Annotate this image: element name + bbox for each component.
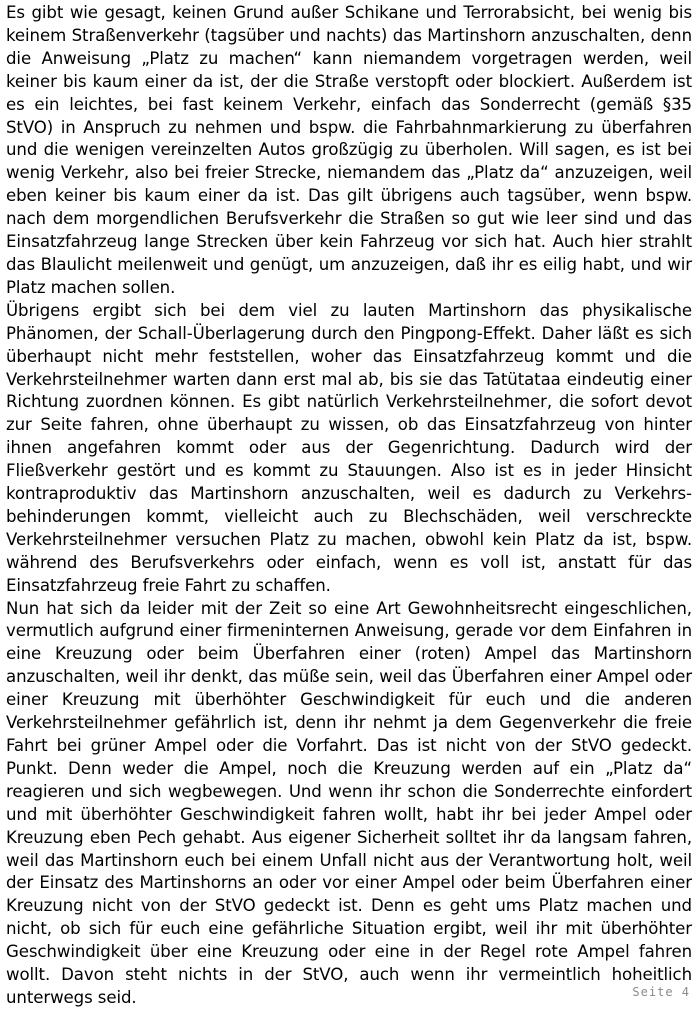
paragraph-1: Es gibt wie gesagt, keinen Grund außer Schikane und Terrorabsicht, bei wenig bis keinem Straßenverkehr (tagsüber und nachts) das Martinshorn anzuschalten, denn die Anweisung „Platz zu machen“ kann niemandem vorgetragen werden, weil keiner bis kaum einer da ist, der die Straße verstopft oder blockiert. Außerdem ist es ein leichtes, bei fast keinem Verkehr, einfach das Sonderrecht (gemäß §35 StVO) in Anspruch zu nehmen und bspw. die Fahrbahnmarkierung zu überfahren und die wenigen vereinzelten Autos großzügig zu überholen. Will sagen, es ist bei wenig Verkehr, also bei freier Strecke, niemandem das „Platz da“ anzuzeigen, weil eben keiner bis kaum einer da ist. Das gilt übrigens auch tagsüber, wenn bspw. nach dem morgendlichen Berufsverkehr die Straßen so gut wie leer sind und das Einsatzfahrzeug lange Strecken über kein Fahrzeug vor sich hat. Auch hier strahlt das Blaulicht meilenweit und genügt, um anzuzeigen, daß ihr es eilig habt, und wir Platz machen sollen.: [6, 3, 692, 297]
paragraph-3: Nun hat sich da leider mit der Zeit so eine Art Gewohnheitsrecht eingeschlichen, vermutlich aufgrund einer firmeninternen Anweisung, gerade vor dem Einfahren in eine Kreuzung oder beim Überfahren einer (roten) Ampel das Martinshorn anzuschalten, weil ihr denkt, das müße sein, weil das Überfahren einer Ampel oder einer Kreuzung mit überhöhter Geschwindigkeit für euch und die anderen Verkehrsteilnehmer gefährlich ist, denn ihr nehmt ja dem Gegenverkehr die freie Fahrt bei grüner Ampel oder die Vorfahrt. Das ist nicht von der StVO gedeckt. Punkt. Denn weder die Ampel, noch die Kreuzung werden auf ein „Platz da“ reagieren und sich wegbewegen. Und wenn ihr schon die Sonderrechte einfordert und mit überhöhter Geschwindigkeit fahren wollt, habt ihr bei jeder Ampel oder Kreuzung eben Pech gehabt. Aus eigener Sicherheit solltet ihr da langsam fahren, weil das Martinshorn euch bei einem Unfall nicht aus der Verantwortung holt, weil der Einsatz des Martinshorns an oder vor einer Ampel oder beim Überfahren einer Kreuzung nicht von der StVO gedeckt ist. Denn es geht ums Platz machen und nicht, ob sich für euch eine gefährliche Situation ergibt, weil ihr mit überhöhter Geschwindigkeit über eine Kreuzung oder eine in der Regel rote Ampel fahren wollt. Davon steht nichts in der StVO, auch wenn ihr vermeintlich hoheitlich unterwegs seid.: [6, 598, 692, 1007]
paragraph-2: Übrigens ergibt sich bei dem viel zu lauten Martinshorn das physikalische Phänomen, der Schall-Überlagerung durch den Pingpong-Effekt. Daher läßt es sich überhaupt nicht mehr feststellen, woher das Einsatzfahrzeug kommt und die Verkehrsteilnehmer warten dann erst mal ab, bis sie das Tatütataa eindeutig einer Richtung zuordnen können. Es gibt natürlich Verkehrsteilnehmer, die sofort devot zur Seite fahren, ohne überhaupt zu wissen, ob das Einsatzfahrzeug von hinter ihnen angefahren kommt oder aus der Gegenrichtung. Dadurch wird der Fließverkehr gestört und es kommt zu Stauungen. Also ist es in jeder Hinsicht kontraproduktiv das Martinshorn anzuschalten, weil es dadurch zu Verkehrsbehinderungen kommt, vielleicht auch zu Blechschäden, weil verschreckte Verkehrsteilnehmer versuchen Platz zu machen, obwohl kein Platz da ist, bspw. während des Berufsverkehrs oder einfach, wenn es voll ist, anstatt für das Einsatzfahrzeug freie Fahrt zu schaffen.: [6, 300, 692, 595]
page-number: Seite 4: [632, 985, 690, 999]
